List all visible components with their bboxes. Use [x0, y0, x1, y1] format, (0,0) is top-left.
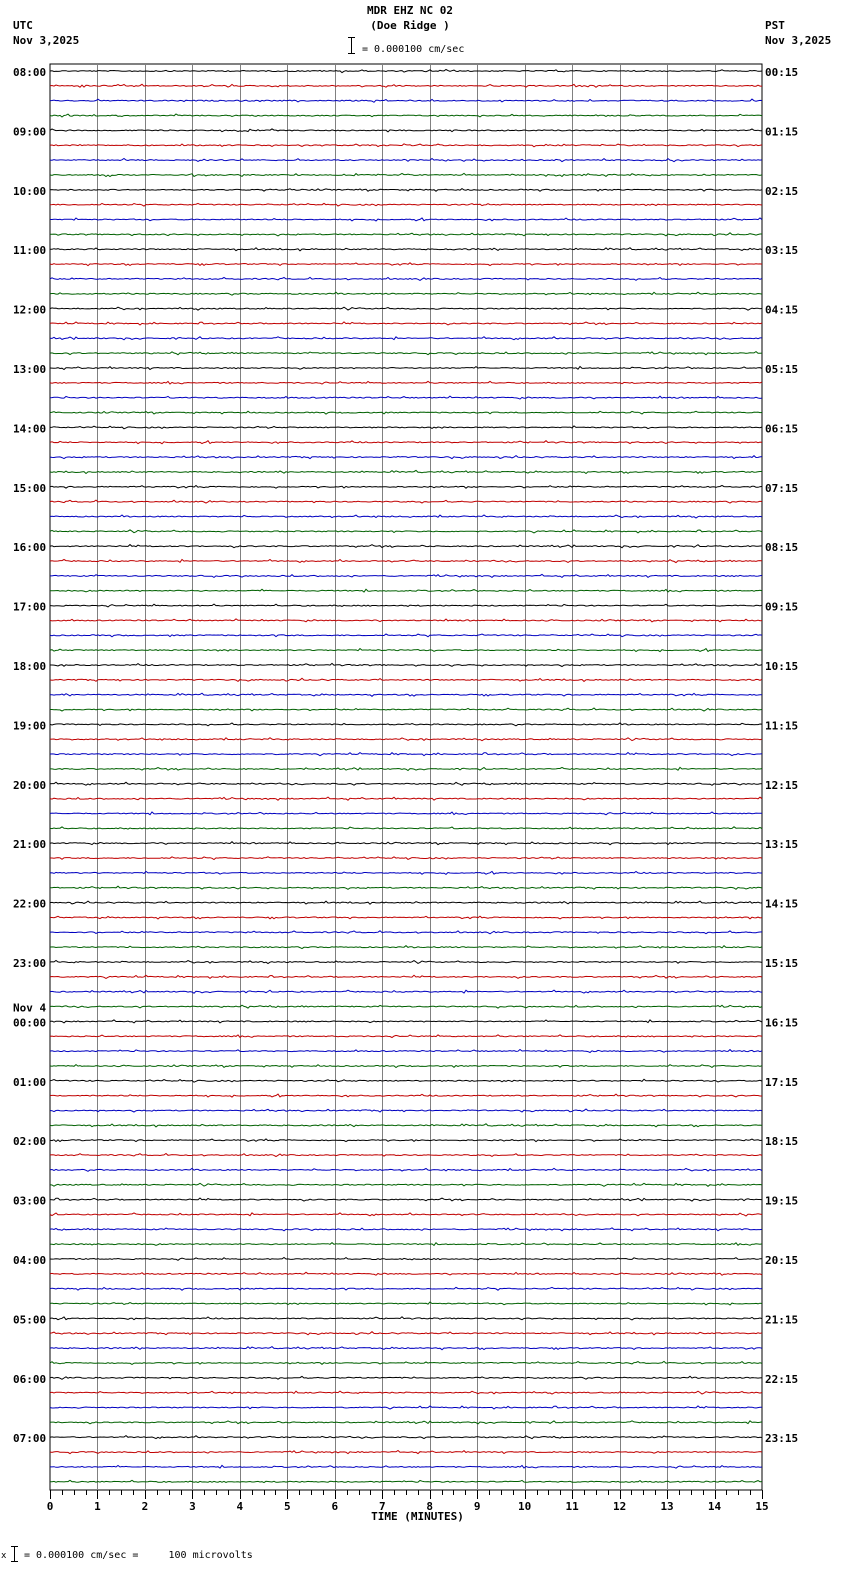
seismic-trace [50, 1317, 762, 1320]
pst-hour-label: 13:15 [765, 838, 799, 852]
seismic-trace [50, 1198, 762, 1201]
seismic-trace [50, 560, 762, 563]
utc-hour-label: 00:00 [13, 1016, 47, 1030]
pst-hour-label: 11:15 [765, 719, 799, 733]
utc-hour-label: 19:00 [13, 719, 47, 733]
pst-hour-label: 00:15 [765, 66, 799, 79]
seismic-trace [50, 144, 762, 147]
utc-hour-label: 09:00 [13, 125, 47, 139]
x-tick-label: 5 [284, 1500, 291, 1513]
x-tick-label: 11 [565, 1500, 579, 1513]
seismic-trace [50, 70, 762, 73]
pst-hour-label: 07:15 [765, 481, 799, 495]
seismic-trace [50, 857, 762, 860]
pst-hour-label: 03:15 [765, 244, 799, 258]
pst-hour-label: 17:15 [765, 1075, 799, 1089]
x-axis-label: TIME (MINUTES) [371, 1510, 464, 1523]
utc-hour-label: 12:00 [13, 303, 47, 317]
x-tick-label: 7 [378, 1500, 386, 1513]
seismic-trace [50, 173, 762, 176]
x-tick-label: 1 [94, 1500, 101, 1513]
seismic-trace [50, 1421, 762, 1424]
pst-hour-label: 06:15 [765, 422, 799, 436]
seismic-trace [50, 1228, 762, 1231]
seismic-trace [50, 1213, 762, 1216]
seismic-trace [50, 1139, 762, 1142]
seismic-trace [50, 723, 762, 726]
utc-hour-label: 01:00 [13, 1075, 47, 1089]
x-tick-label: 4 [236, 1500, 244, 1513]
seismic-trace [50, 263, 762, 266]
seismic-trace [50, 1436, 762, 1439]
utc-hour-label: 06:00 [13, 1372, 47, 1386]
pst-hour-label: 18:15 [765, 1135, 799, 1149]
seismic-trace [50, 233, 762, 236]
seismic-trace [50, 470, 762, 473]
seismic-trace [50, 189, 762, 192]
right-timezone: PST [765, 19, 785, 32]
x-tick-label: 3 [189, 1500, 196, 1513]
seismic-trace [50, 782, 762, 785]
seismic-trace [50, 1005, 762, 1008]
pst-hour-label: 16:15 [765, 1016, 799, 1030]
seismic-trace [50, 1243, 762, 1246]
seismic-trace [50, 1302, 762, 1305]
seismic-trace [50, 649, 762, 652]
seismic-trace [50, 589, 762, 592]
seismic-trace [50, 1168, 762, 1171]
seismic-trace [50, 485, 762, 488]
seismic-trace [50, 292, 762, 295]
utc-hour-label: 18:00 [13, 660, 47, 673]
pst-hour-label: 01:15 [765, 125, 799, 139]
utc-hour-label: 20:00 [13, 778, 47, 792]
seismic-trace [50, 827, 762, 829]
seismic-trace [50, 916, 762, 919]
seismic-trace [50, 114, 762, 117]
pst-hour-label: 08:15 [765, 541, 799, 555]
pst-hour-label: 09:15 [765, 600, 799, 614]
seismic-trace [50, 129, 762, 132]
utc-hour-label: 04:00 [13, 1254, 47, 1267]
seismic-trace [50, 1347, 762, 1350]
seismic-trace [50, 307, 762, 310]
x-tick-label: 0 [46, 1500, 54, 1513]
x-tick-label: 6 [331, 1500, 339, 1513]
plot-frame [50, 64, 762, 1490]
utc-hour-label: 14:00 [13, 422, 47, 436]
seismic-trace [50, 248, 762, 251]
seismic-trace [50, 1109, 762, 1112]
seismic-trace [50, 352, 762, 355]
seismic-trace [50, 812, 762, 815]
seismic-trace [50, 1287, 762, 1290]
seismic-trace [50, 441, 762, 444]
seismic-trace [50, 1376, 762, 1379]
seismic-trace [50, 456, 762, 459]
pst-hour-label: 02:15 [765, 184, 799, 198]
seismic-trace [50, 678, 762, 681]
right-date: Nov 3,2025 [765, 34, 832, 47]
scale-bar-icon [347, 37, 356, 54]
x-tick-label: 8 [426, 1500, 434, 1513]
seismic-trace [50, 708, 762, 711]
seismic-trace [50, 1154, 762, 1157]
seismic-trace [50, 322, 762, 325]
pst-hour-label: 10:15 [765, 660, 799, 673]
seismic-trace [50, 99, 762, 102]
seismic-trace [50, 1406, 762, 1409]
seismic-trace [50, 663, 762, 666]
seismic-trace [50, 530, 762, 533]
seismic-trace [50, 842, 762, 845]
seismic-trace [50, 381, 762, 384]
pst-hour-label: 22:15 [765, 1372, 799, 1386]
x-tick-label: 14 [707, 1500, 722, 1513]
seismic-trace [50, 693, 762, 696]
pst-hour-label: 21:15 [765, 1313, 799, 1327]
date-change-label: Nov 4 [13, 1001, 47, 1015]
seismic-trace [50, 931, 762, 934]
pst-hour-label: 23:15 [765, 1432, 799, 1446]
site-name: (Doe Ridge ) [370, 19, 450, 32]
pst-hour-label: 14:15 [765, 897, 799, 911]
seismic-trace [50, 1258, 762, 1261]
seismic-trace [50, 901, 762, 904]
seismic-trace [50, 411, 762, 414]
pst-hour-label: 15:15 [765, 957, 799, 970]
seismic-trace [50, 1480, 762, 1482]
seismic-trace [50, 574, 762, 577]
utc-hour-label: 02:00 [13, 1135, 47, 1149]
pst-hour-label: 05:15 [765, 363, 799, 376]
seismic-trace [50, 1361, 762, 1364]
seismic-trace [50, 961, 762, 964]
seismic-trace [50, 1465, 762, 1468]
seismic-trace [50, 871, 762, 874]
utc-hour-label: 21:00 [13, 838, 47, 852]
seismic-trace [50, 1272, 762, 1275]
seismic-trace [50, 1451, 762, 1454]
seismic-trace [50, 337, 762, 340]
seismic-trace [50, 1020, 762, 1023]
seismic-trace [50, 990, 762, 993]
seismic-trace [50, 738, 762, 741]
utc-hour-label: 17:00 [13, 600, 47, 614]
utc-hour-label: 05:00 [13, 1313, 47, 1327]
utc-hour-label: 03:00 [13, 1194, 47, 1208]
station-title: MDR EHZ NC 02 [366, 4, 454, 17]
utc-hour-label: 22:00 [13, 897, 47, 911]
seismic-trace [50, 515, 762, 518]
x-tick-label: 10 [518, 1500, 532, 1513]
seismic-trace [50, 545, 762, 548]
seismic-trace [50, 159, 762, 162]
utc-hour-label: 11:00 [13, 244, 47, 258]
seismic-trace [50, 203, 762, 206]
x-tick-label: 13 [660, 1500, 674, 1513]
seismic-trace [50, 84, 762, 87]
pst-hour-label: 19:15 [765, 1194, 799, 1208]
x-tick-label: 2 [141, 1500, 149, 1513]
seismic-trace [50, 1332, 762, 1335]
pst-hour-label: 04:15 [765, 303, 799, 317]
utc-hour-label: 10:00 [13, 184, 47, 198]
utc-hour-label: 07:00 [13, 1432, 47, 1446]
seismic-trace [50, 619, 762, 622]
left-timezone: UTC [13, 19, 33, 32]
seismic-trace [50, 1094, 762, 1097]
scale-label: = 0.000100 cm/sec [362, 44, 465, 55]
pst-hour-label: 20:15 [765, 1254, 799, 1267]
seismic-trace [50, 886, 762, 889]
seismic-trace [50, 975, 762, 978]
utc-hour-label: 15:00 [13, 481, 47, 495]
seismic-trace [50, 426, 762, 429]
left-date: Nov 3,2025 [13, 34, 80, 47]
seismic-trace [50, 634, 762, 637]
seismic-trace [50, 753, 762, 756]
footer-scale-note: = 0.000100 cm/sec = 100 microvolts [24, 1550, 253, 1561]
seismic-trace [50, 1079, 762, 1082]
seismic-trace [50, 1124, 762, 1127]
seismic-trace [50, 1183, 762, 1186]
seismic-trace [50, 604, 762, 607]
seismic-trace [50, 767, 762, 770]
x-tick-label: 15 [755, 1500, 769, 1513]
seismic-trace [50, 1065, 762, 1068]
x-tick-label: 9 [473, 1500, 481, 1513]
utc-hour-label: 08:00 [13, 66, 47, 79]
x-tick-label: 12 [612, 1500, 627, 1513]
footer-scale-bar-icon [10, 1546, 19, 1562]
seismic-trace [50, 946, 762, 949]
pst-hour-label: 12:15 [765, 778, 799, 792]
seismic-trace [50, 367, 762, 370]
seismic-trace [50, 500, 762, 503]
seismic-trace [50, 1035, 762, 1038]
footer-corner-mark: x [1, 1551, 7, 1561]
seismic-trace [50, 396, 762, 399]
seismic-trace [50, 1391, 762, 1394]
utc-hour-label: 23:00 [13, 957, 47, 970]
seismic-trace [50, 797, 762, 800]
seismic-trace [50, 218, 762, 221]
seismic-trace [50, 277, 762, 280]
utc-hour-label: 16:00 [13, 541, 47, 555]
utc-hour-label: 13:00 [13, 363, 47, 376]
seismic-trace [50, 1050, 762, 1053]
